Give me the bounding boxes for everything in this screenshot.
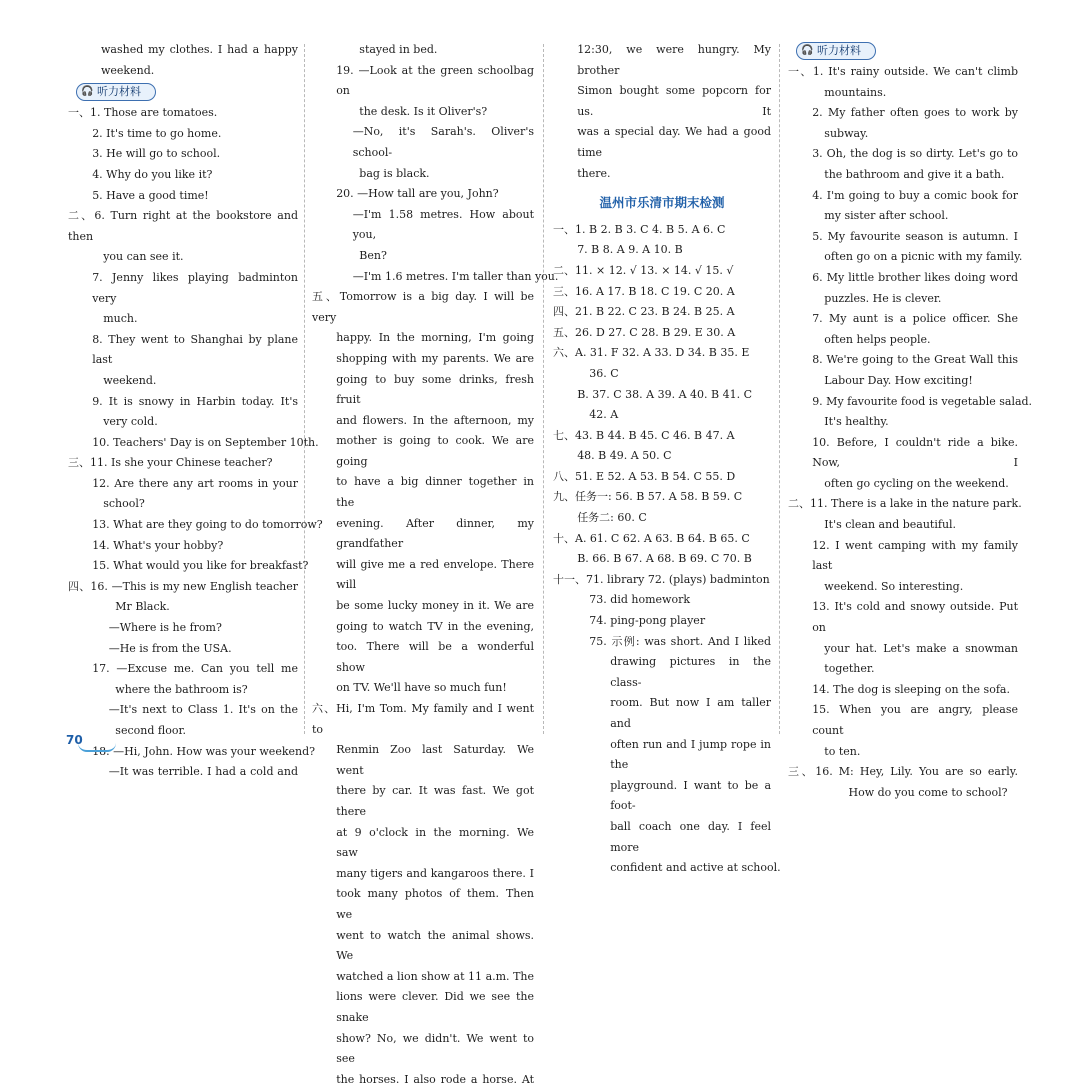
text-line: ball coach one day. I feel more [610, 819, 771, 854]
text-line: washed my clothes. I had a happy [101, 43, 298, 56]
page-number-text: 70 [66, 733, 83, 747]
text-line: weekend. [103, 373, 157, 387]
text-line: 2. It's time to go home. [92, 126, 222, 140]
text-line: much. [103, 312, 138, 326]
text-line: 五、26. D 27. C 28. B 29. E 30. A [553, 325, 736, 339]
text-line: 任务二: 60. C [577, 511, 647, 525]
text-line: there by car. It was fast. We got there [336, 784, 534, 818]
column-1 [68, 40, 323, 783]
text-line: was a special day. We had a good time [577, 125, 771, 159]
column-divider [779, 44, 780, 734]
text-line: at 9 o'clock in the morning. We saw [336, 825, 534, 860]
text-line: the horses. I also rode a horse. At [336, 1072, 534, 1086]
text-line: 四、21. B 22. C 23. B 24. B 25. A [553, 305, 735, 319]
text-line: school? [103, 497, 145, 511]
text-line: 5. My favourite season is autumn. I [812, 229, 1018, 243]
text-line: often go on a picnic with my family. [824, 250, 1023, 264]
column-3 [553, 40, 781, 879]
text-line: It's healthy. [824, 415, 889, 429]
text-line: often helps people. [824, 332, 931, 346]
column-divider [543, 44, 544, 734]
text-line: Mr Black. [115, 600, 170, 614]
text-line: happy. In the morning, I'm going [336, 331, 534, 345]
headphones-icon: 🎧 [801, 45, 814, 56]
text-line: there. [577, 166, 611, 180]
column-divider [304, 44, 305, 734]
text-line: 15. What would you like for breakfast? [92, 559, 309, 573]
text-line: weekend. [101, 63, 155, 77]
text-line: room. But now I am taller and [610, 696, 771, 730]
text-line: 三、11. Is she your Chinese teacher? [68, 456, 273, 470]
text-line: 6. My little brother likes doing word [812, 270, 1018, 284]
text-line: stayed in bed. [359, 43, 438, 56]
text-line: 14. What's your hobby? [92, 538, 224, 552]
text-line: often go cycling on the weekend. [824, 476, 1009, 490]
text-line: 13. It's cold and snowy outside. Put on [812, 600, 1018, 635]
text-line: took many photos of them. Then we [336, 887, 534, 921]
badge-label: 听力材料 [97, 85, 141, 99]
text-line: 一、1. B 2. B 3. C 4. B 5. A 6. C [553, 222, 726, 236]
text-line: puzzles. He is clever. [824, 291, 942, 305]
text-line: 4. Why do you like it? [92, 167, 213, 181]
text-line: 7. B 8. A 9. A 10. B [577, 243, 683, 257]
listening-material-badge [796, 42, 876, 60]
text-line: Simon bought some popcorn for us. It [577, 84, 771, 118]
column-4 [788, 40, 1033, 803]
text-line: mother is going to cook. We are going [336, 434, 534, 468]
text-line: going to watch TV in the evening, [336, 619, 534, 633]
text-line: 二、11. There is a lake in the nature park. [788, 497, 1022, 511]
text-line: very cold. [103, 415, 158, 429]
text-line: show? No, we didn't. We went to see [336, 1031, 534, 1066]
text-line: watched a lion show at 11 a.m. The [336, 969, 534, 983]
listening-material-badge [76, 83, 156, 101]
text-line: confident and active at school. [610, 861, 781, 875]
text-line: —He is from the USA. [108, 641, 232, 655]
text-line: 三、16. M: Hey, Lily. You are so early. [788, 765, 1018, 779]
text-line: mountains. [824, 85, 887, 99]
badge-label: 听力材料 [817, 44, 861, 57]
text-line: often run and I jump rope in the [610, 737, 771, 772]
text-line: 10. Before, I couldn't ride a bike. Now, I [812, 435, 1018, 470]
text-line: playground. I want to be a foot- [610, 778, 771, 813]
text-line: —No, it's Sarah's. Oliver's school- [352, 125, 534, 159]
text-line: 14. The dog is sleeping on the sofa. [812, 682, 1010, 696]
text-line: 17. —Excuse me. Can you tell me [92, 662, 298, 676]
text-line: 42. A [589, 408, 619, 422]
text-line: 12:30, we were hungry. My brother [577, 43, 771, 77]
text-line: 12. I went camping with my family last [812, 538, 1018, 573]
page-number [66, 730, 116, 752]
column-2 [312, 40, 559, 1090]
text-line: 三、16. A 17. B 18. C 19. C 20. A [553, 284, 735, 298]
text-line: 13. What are they going to do tomorrow? [92, 518, 323, 532]
text-line: together. [824, 662, 875, 676]
text-line: where the bathroom is? [115, 682, 248, 696]
text-line: 48. B 49. A 50. C [577, 449, 672, 463]
text-line: Labour Day. How exciting! [824, 373, 973, 387]
text-line: 4. I'm going to buy a comic book for [812, 188, 1018, 202]
text-line: B. 37. C 38. A 39. A 40. B 41. C [577, 387, 753, 401]
text-line: —I'm 1.6 metres. I'm taller than you. [352, 269, 559, 283]
text-line: on TV. We'll have so much fun! [336, 681, 507, 695]
text-line: 十一、71. library 72. (plays) badminton [553, 572, 770, 586]
text-line: 9. My favourite food is vegetable salad. [812, 394, 1033, 408]
badge-row [788, 40, 1018, 62]
text-line: 19. —Look at the green schoolbag on [336, 63, 534, 98]
text-line: the desk. Is it Oliver's? [359, 104, 488, 118]
text-line: 15. When you are angry, please count [812, 703, 1018, 737]
text-line: 7. Jenny likes playing badminton very [92, 270, 298, 305]
text-line: 12. Are there any art rooms in your [92, 476, 298, 490]
text-line: How do you come to school? [848, 785, 1008, 799]
text-line: 四、16. —This is my new English teacher [68, 579, 298, 593]
text-line: Renmin Zoo last Saturday. We went [336, 743, 534, 777]
text-line: 18. —Hi, John. How was your weekend? [92, 744, 316, 758]
text-line: subway. [824, 126, 869, 140]
text-line: 73. did homework [589, 593, 690, 607]
text-line: 74. ping-pong player [589, 614, 706, 628]
text-line: 7. My aunt is a police officer. She [812, 312, 1018, 326]
text-line: 20. —How tall are you, John? [336, 187, 499, 201]
text-line: shopping with my parents. We are [336, 351, 534, 365]
text-line: to have a big dinner together in the [336, 475, 534, 510]
text-line: went to watch the animal shows. We [336, 928, 534, 963]
text-line: my sister after school. [824, 209, 949, 223]
text-line: 75. 示例: was short. And I liked [589, 634, 771, 648]
page-number-swoosh [78, 743, 116, 752]
text-line: 8. They went to Shanghai by plane last [92, 332, 298, 367]
text-line: evening. After dinner, my grandfather [336, 516, 534, 551]
text-line: will give me a red envelope. There will [336, 557, 534, 592]
text-line: many tigers and kangaroos there. I [336, 866, 534, 880]
text-line: 二、6. Turn right at the bookstore and then [68, 209, 298, 243]
text-line: lions were clever. Did we see the snake [336, 990, 534, 1024]
text-line: 六、Hi, I'm Tom. My family and I went to [312, 702, 534, 736]
text-line: and flowers. In the afternoon, my [336, 413, 534, 427]
text-line: your hat. Let's make a snowman [824, 641, 1018, 655]
text-line: 9. It is snowy in Harbin today. It's [92, 394, 298, 408]
text-line: 十、A. 61. C 62. A 63. B 64. B 65. C [553, 531, 750, 545]
text-line: —Where is he from? [108, 621, 222, 635]
text-line: weekend. So interesting. [824, 579, 964, 593]
badge-row [68, 81, 298, 103]
text-line: second floor. [115, 724, 186, 737]
text-line: the bathroom and give it a bath. [824, 167, 1005, 181]
text-line: —I'm 1.58 metres. How about you, [352, 207, 534, 242]
text-line: 5. Have a good time! [92, 188, 209, 202]
text-line: 8. We're going to the Great Wall this [812, 353, 1018, 367]
text-line: 一、1. It's rainy outside. We can't climb [788, 65, 1018, 78]
text-line: It's clean and beautiful. [824, 518, 957, 532]
text-line: 五、Tomorrow is a big day. I will be very [312, 290, 534, 324]
text-line: 36. C [589, 366, 619, 380]
text-line: you can see it. [103, 250, 184, 264]
text-line: 一、1. Those are tomatoes. [68, 106, 218, 120]
text-line: 九、任务一: 56. B 57. A 58. B 59. C [553, 490, 743, 504]
text-line: 七、43. B 44. B 45. C 46. B 47. A [553, 428, 735, 442]
text-line: —It was terrible. I had a cold and [108, 765, 298, 779]
text-line: 八、51. E 52. A 53. B 54. C 55. D [553, 469, 736, 483]
text-line: too. There will be a wonderful show [336, 640, 534, 674]
headphones-icon: 🎧 [81, 86, 94, 98]
text-line: Ben? [359, 248, 387, 262]
text-line: going to buy some drinks, fresh fruit [336, 372, 534, 407]
text-line: bag is black. [359, 166, 430, 180]
text-line: 2. My father often goes to work by [812, 106, 1018, 120]
text-line: 二、11. × 12. √ 13. × 14. √ 15. √ [553, 263, 734, 277]
text-line: 3. He will go to school. [92, 147, 221, 161]
text-line: be some lucky money in it. We are [336, 599, 534, 613]
section-title: 温州市乐清市期末检测 [599, 195, 725, 211]
text-line: drawing pictures in the class- [610, 655, 771, 689]
text-line: —It's next to Class 1. It's on the [108, 703, 298, 717]
text-line: 3. Oh, the dog is so dirty. Let's go to [812, 147, 1018, 161]
text-line: 六、A. 31. F 32. A 33. D 34. B 35. E [553, 346, 750, 360]
text-line: to ten. [824, 744, 861, 758]
text-line: B. 66. B 67. A 68. B 69. C 70. B [577, 552, 752, 566]
text-line: 10. Teachers' Day is on September 10th. [92, 435, 319, 449]
